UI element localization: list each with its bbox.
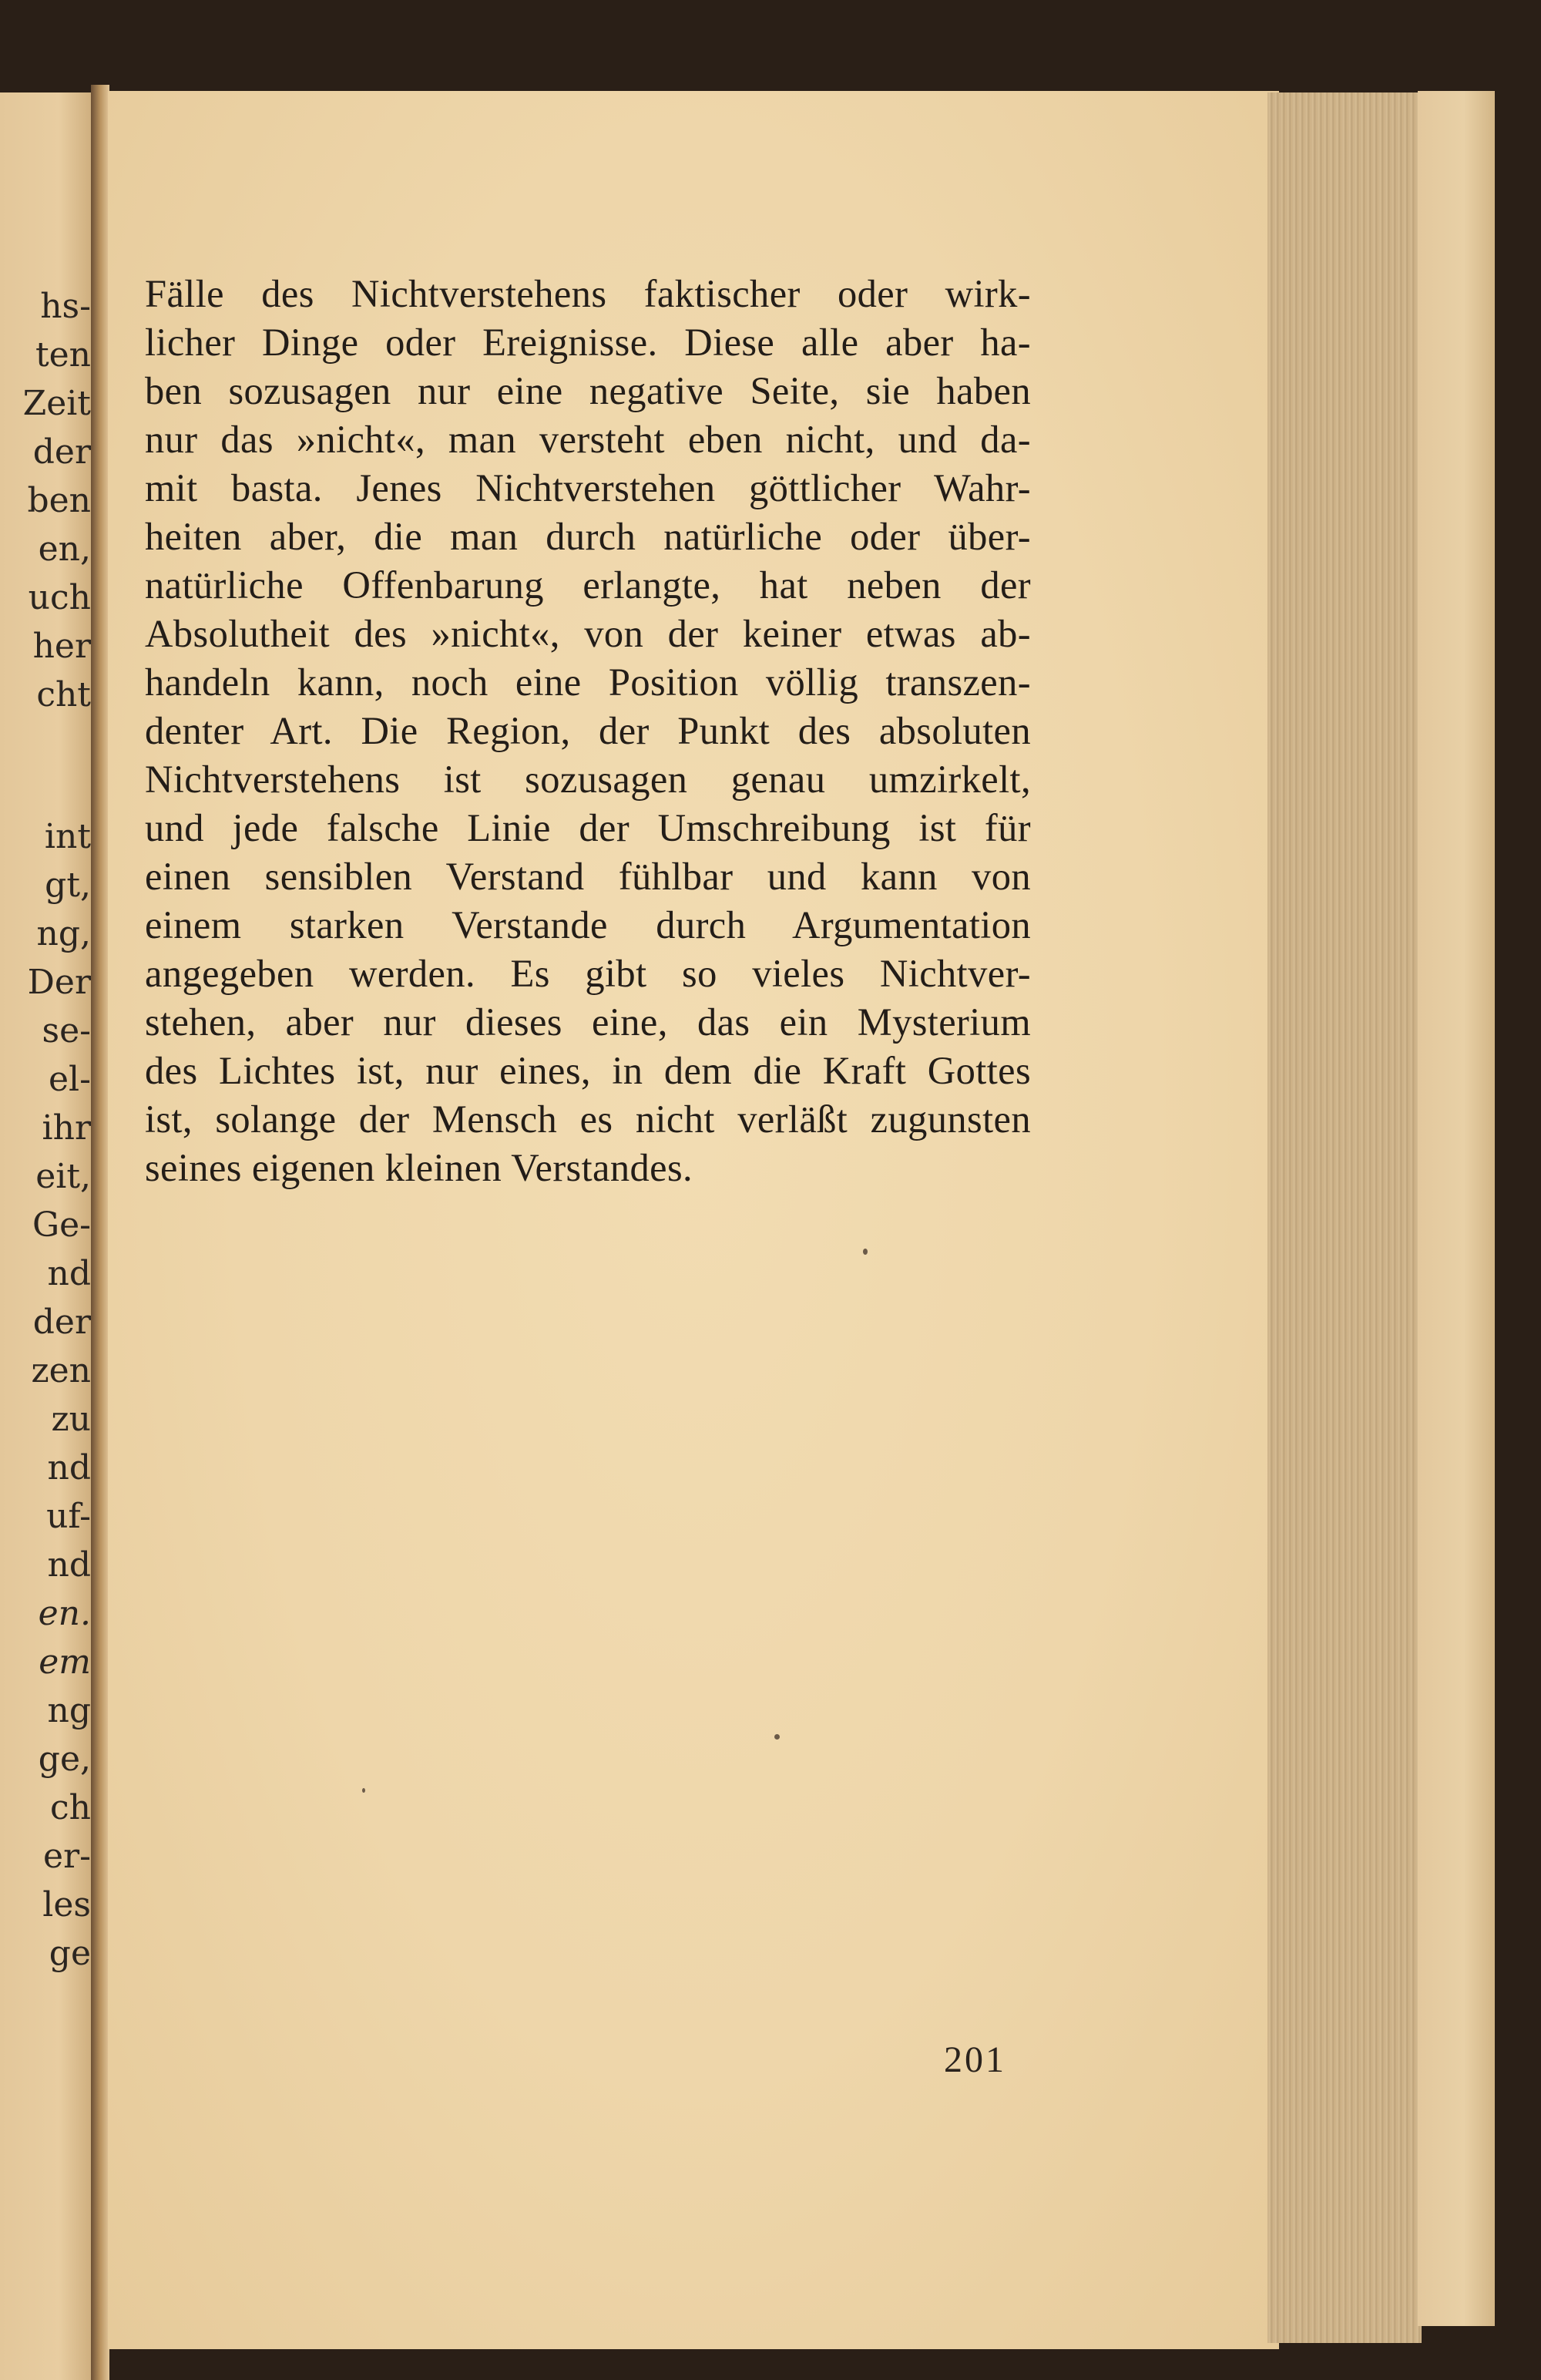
left-fragment: der <box>32 1303 91 1342</box>
left-facing-page <box>0 92 99 2380</box>
left-fragment: les <box>42 1885 91 1925</box>
text-line: denter Art. Die Region, der Punkt des absoluten <box>145 709 1031 752</box>
text-line: seines eigenen kleinen Verstandes. <box>145 1146 693 1189</box>
paper-speck <box>863 1249 868 1255</box>
text-line: Absolutheit des »nicht«, von der keiner etwas ab- <box>145 612 1031 655</box>
left-fragment: zu <box>51 1400 91 1439</box>
left-fragment: ng <box>47 1691 91 1730</box>
left-fragment: der <box>32 432 91 472</box>
paper-speck <box>362 1788 365 1793</box>
text-line: ist, solange der Mensch es nicht verläßt zugunsten <box>145 1098 1031 1141</box>
left-fragment: zen <box>31 1351 91 1390</box>
text-line: mit basta. Jenes Nichtverstehen göttlicher Wahr- <box>145 466 1031 509</box>
text-line: angegeben werden. Es gibt so vieles Nichtver- <box>145 952 1031 995</box>
left-fragment: her <box>32 627 91 666</box>
left-fragment: ihr <box>42 1108 91 1148</box>
text-line: einem starken Verstande durch Argumentation <box>145 903 1031 946</box>
left-fragment: ben <box>27 481 91 520</box>
text-line: Fälle des Nichtverstehens faktischer oder wirk- <box>145 272 1031 315</box>
left-fragment: en. <box>38 1594 91 1633</box>
left-fragment: eit, <box>35 1157 91 1196</box>
text-line: Nichtverstehens ist sozusagen genau umzirkelt, <box>145 758 1031 801</box>
left-fragment: hs- <box>40 287 91 326</box>
left-fragment: nd <box>47 1448 91 1488</box>
text-line: natürliche Offenbarung erlangte, hat neben der <box>145 563 1031 607</box>
left-fragment: gt, <box>45 866 91 905</box>
left-page-text-fragments <box>0 92 99 2380</box>
left-fragment: Der <box>27 963 91 1002</box>
left-fragment: em <box>39 1642 91 1682</box>
left-fragment: er- <box>43 1837 91 1876</box>
text-line: stehen, aber nur dieses eine, das ein Mysterium <box>145 1000 1031 1044</box>
left-fragment: uch <box>28 578 91 617</box>
page-number: 201 <box>944 2039 1006 2080</box>
text-line: einen sensiblen Verstand fühlbar und kann von <box>145 855 1031 898</box>
book-gutter <box>91 85 109 2380</box>
left-fragment: ten <box>35 335 91 375</box>
text-line: nur das »nicht«, man versteht eben nicht, und da- <box>145 418 1031 461</box>
text-line: handeln kann, noch eine Position völlig transzen- <box>145 661 1031 704</box>
text-line: und jede falsche Linie der Umschreibung ist für <box>145 806 1031 849</box>
left-fragment: ge <box>49 1934 91 1973</box>
left-fragment: el- <box>49 1060 91 1099</box>
left-fragment: Zeit <box>22 384 91 423</box>
text-line: ben sozusagen nur eine negative Seite, sie haben <box>145 369 1031 412</box>
left-fragment: int <box>44 817 91 856</box>
left-fragment: uf- <box>46 1497 91 1536</box>
left-fragment: cht <box>36 675 91 714</box>
left-fragment: ch <box>50 1788 91 1827</box>
left-fragment: se- <box>42 1011 91 1050</box>
text-line: licher Dinge oder Ereignisse. Diese alle aber ha- <box>145 321 1031 364</box>
text-line: heiten aber, die man durch natürliche oder über- <box>145 515 1031 558</box>
left-fragment: ng, <box>36 914 91 953</box>
left-fragment: ge, <box>38 1740 91 1779</box>
text-line: des Lichtes ist, nur eines, in dem die Kraft Gottes <box>145 1049 1031 1092</box>
left-fragment: Ge- <box>32 1205 91 1245</box>
body-text <box>145 270 1031 1192</box>
left-fragment: en, <box>38 529 91 569</box>
left-fragment: nd <box>47 1545 91 1585</box>
page-edge-stack <box>1267 92 1422 2343</box>
left-fragment: nd <box>47 1254 91 1293</box>
page-edge-outer <box>1418 91 1495 2326</box>
paper-speck <box>774 1734 780 1740</box>
